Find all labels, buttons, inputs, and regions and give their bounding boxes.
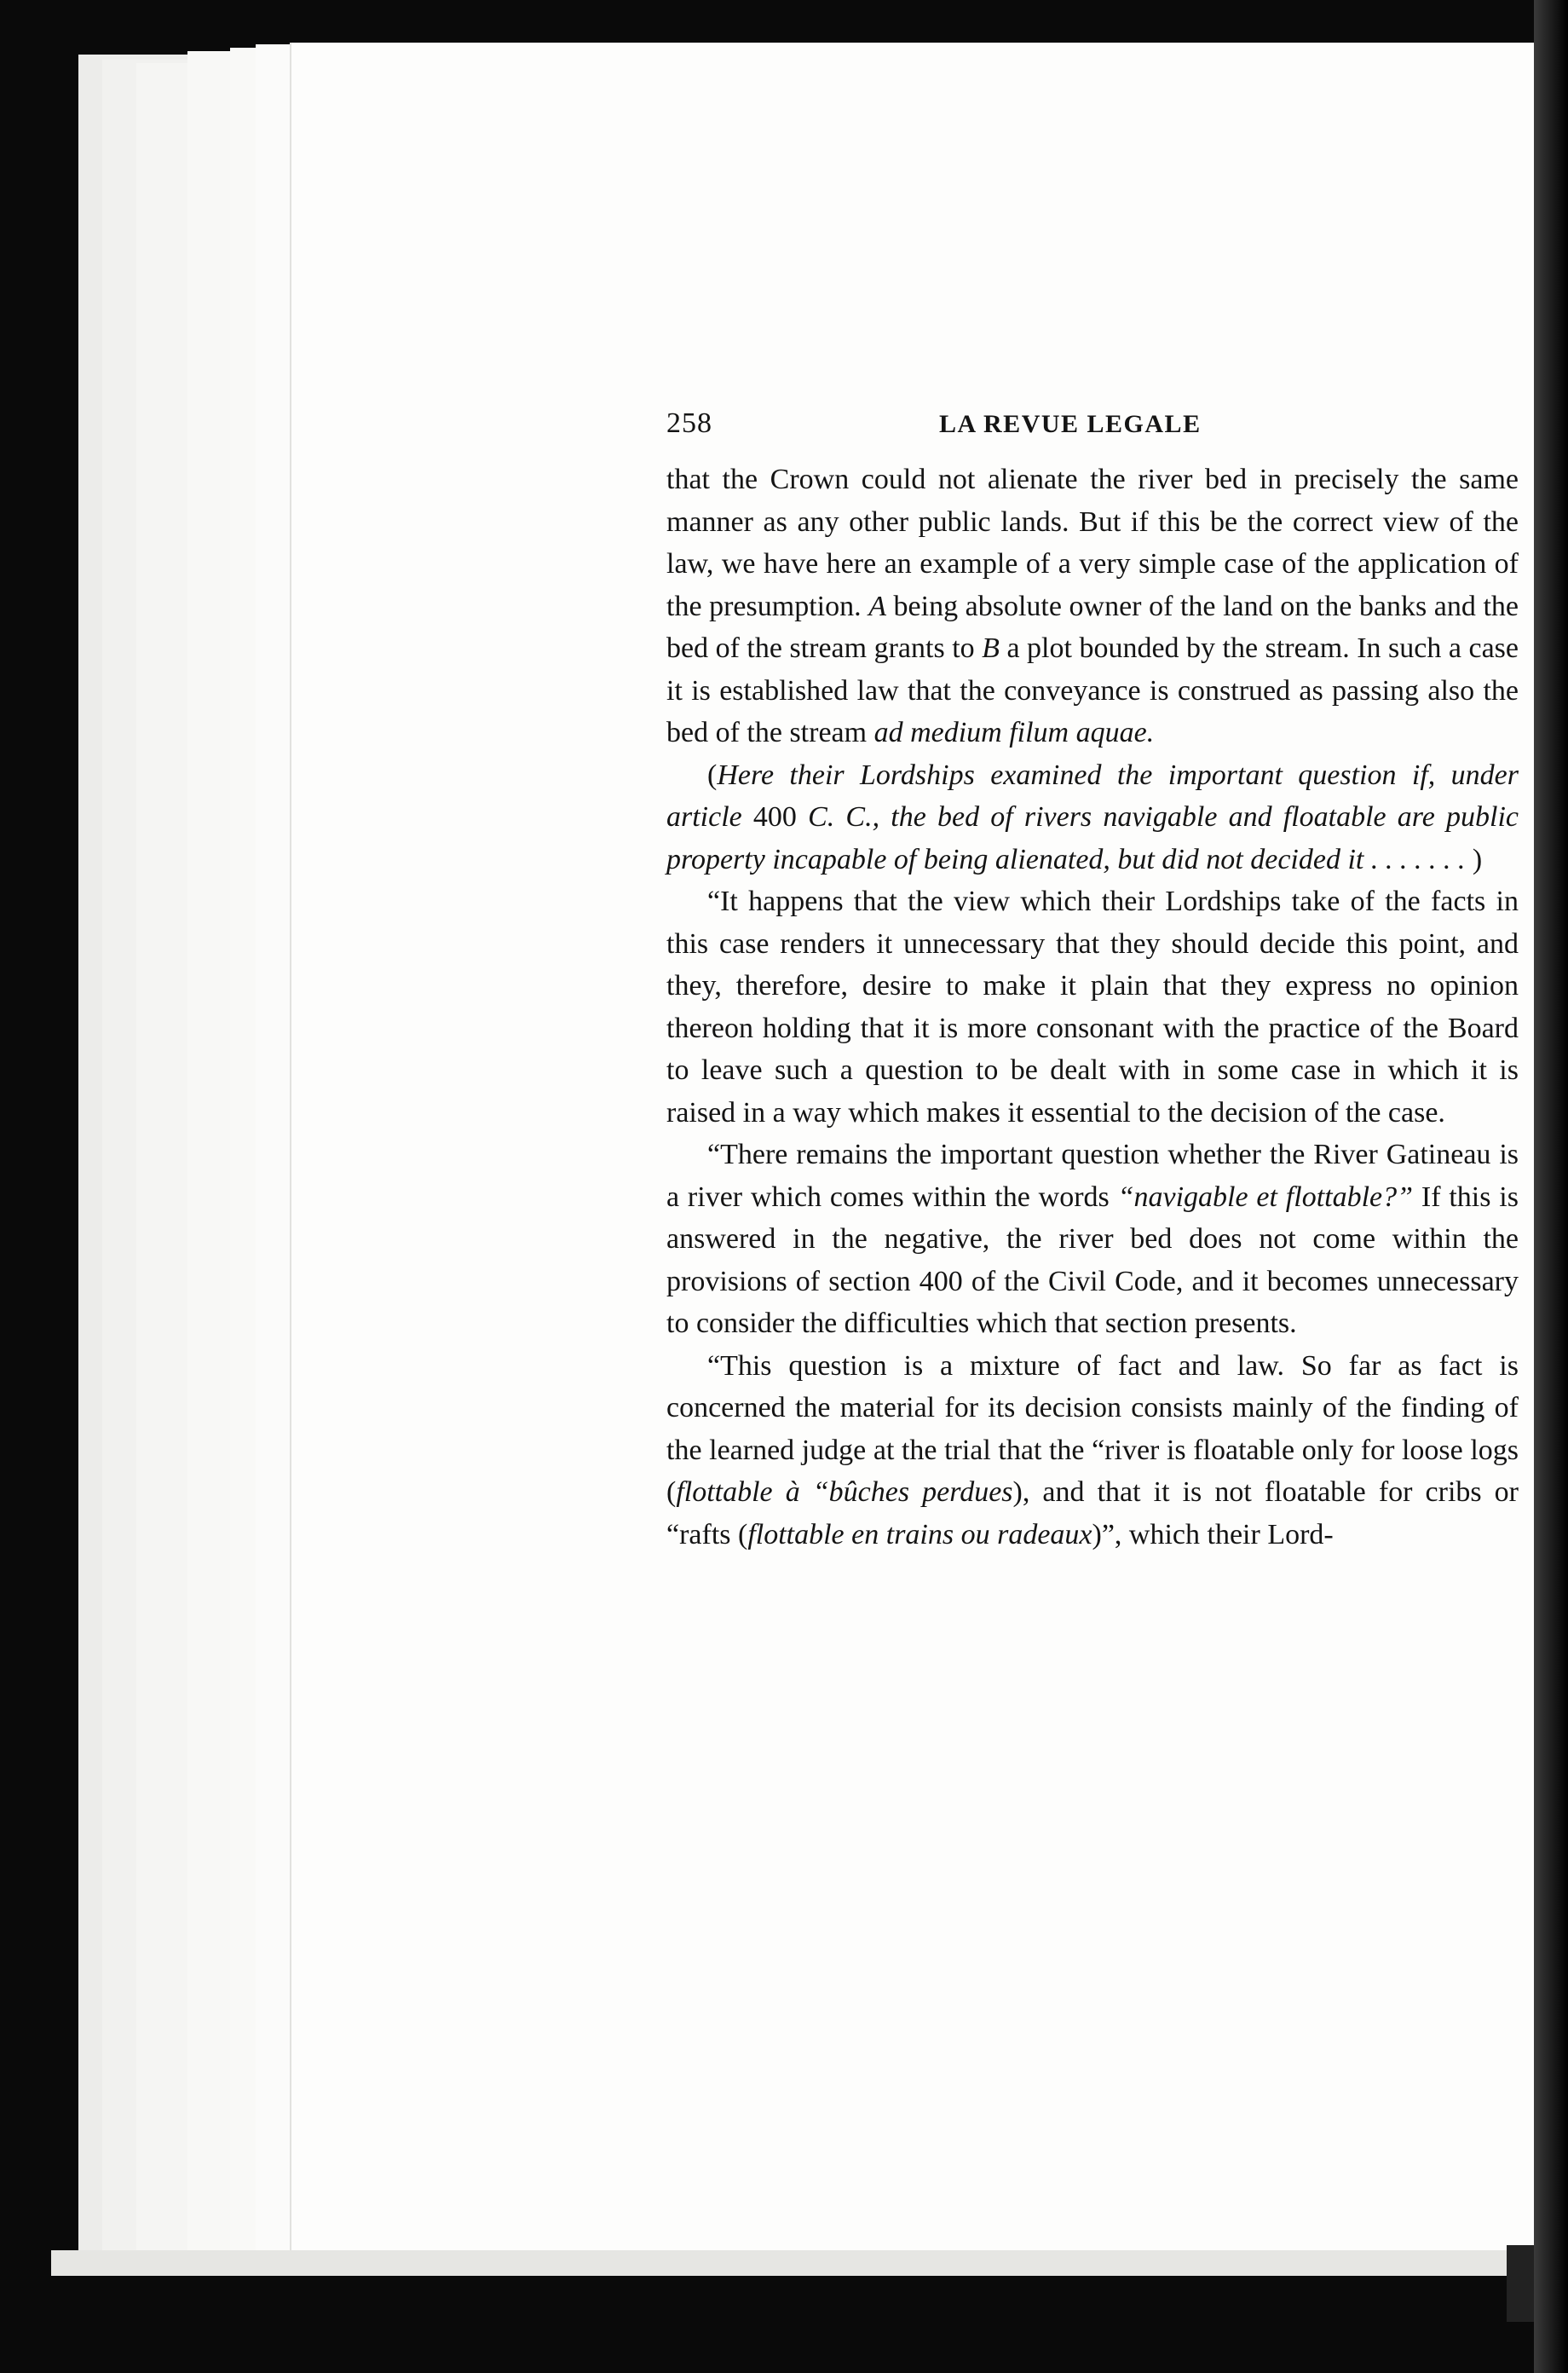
scan-border-shadow [1534, 0, 1568, 2373]
text-run: “This question is a mixture of fact and law. So far as fact is concerned the material for its decision consists mainly of the finding of the learned judge at the trial that the “river is floatable only for loose logs ( [666, 1349, 1519, 1508]
text-run: ) [1472, 843, 1483, 875]
paragraph [666, 1134, 1519, 1345]
body-text [666, 459, 1519, 1556]
paragraph [666, 880, 1519, 1134]
paragraph [666, 754, 1519, 881]
text-run: If this is answered in the negative, the river bed does not come within the provisions of section 400 of the Civil Code, and it becomes unnecessary to consider the difficulties which that section presents. [666, 1181, 1519, 1339]
text-run: being absolute owner of the land on the banks and the bed of the stream grants to [666, 590, 1519, 664]
italic-text-run: Here their Lordships examined the important question if, under article [666, 759, 1519, 833]
page-number: 258 [666, 407, 712, 439]
italic-text-run: flottable en trains ou radeaux [747, 1518, 1092, 1550]
italic-text-run: C. C., the bed of rivers navigable and floatable are public property incapable of being alienated, but did not decided it . . . . . . . [666, 801, 1519, 875]
running-title: LA REVUE LEGALE [939, 410, 1202, 438]
text-run: 400 [752, 801, 797, 833]
text-run: )”, which their Lord- [1092, 1518, 1334, 1550]
italic-text-run: flottable à “bûches perdues [676, 1476, 1013, 1508]
page-content [666, 407, 1519, 1556]
paragraph [666, 1345, 1519, 1556]
text-run: “It happens that the view which their Lordships take of the facts in this case renders it unnecessary that they should decide this point, and they, therefore, desire to make it plain that they express no opinion thereon holding that it is more consonant with the practice of the Board to leave such a question to be dealt with in some case in which it is raised in a way which makes it essential to the decision of the case. [666, 886, 1519, 1129]
page-header [666, 407, 1519, 459]
italic-text-run: “navigable et flottable?” [1117, 1181, 1414, 1213]
italic-text-run: B [982, 632, 1000, 664]
italic-text-run: A [868, 590, 886, 622]
scan-corner-mark [1507, 2245, 1534, 2322]
text-run: ( [707, 759, 718, 791]
page-bottom-edge [51, 2250, 1551, 2276]
text-run: ), and that it is not floatable for cribs or “rafts ( [666, 1476, 1519, 1550]
paragraph [666, 459, 1519, 754]
text-run: a plot bounded by the stream. In such a case it is established law that the conveyance is construed as passing also the bed of the stream [666, 632, 1519, 748]
italic-text-run: ad medium filum aquae. [873, 717, 1155, 748]
text-run: that the Crown could not alienate the river bed in precisely the same manner as any other public lands. But if this be the correct view of the law, we have here an example of a very simple case of the application of the presumption. [666, 464, 1519, 622]
text-run: “There remains the important question whether the River Gatineau is a river which comes within the words [666, 1139, 1519, 1213]
